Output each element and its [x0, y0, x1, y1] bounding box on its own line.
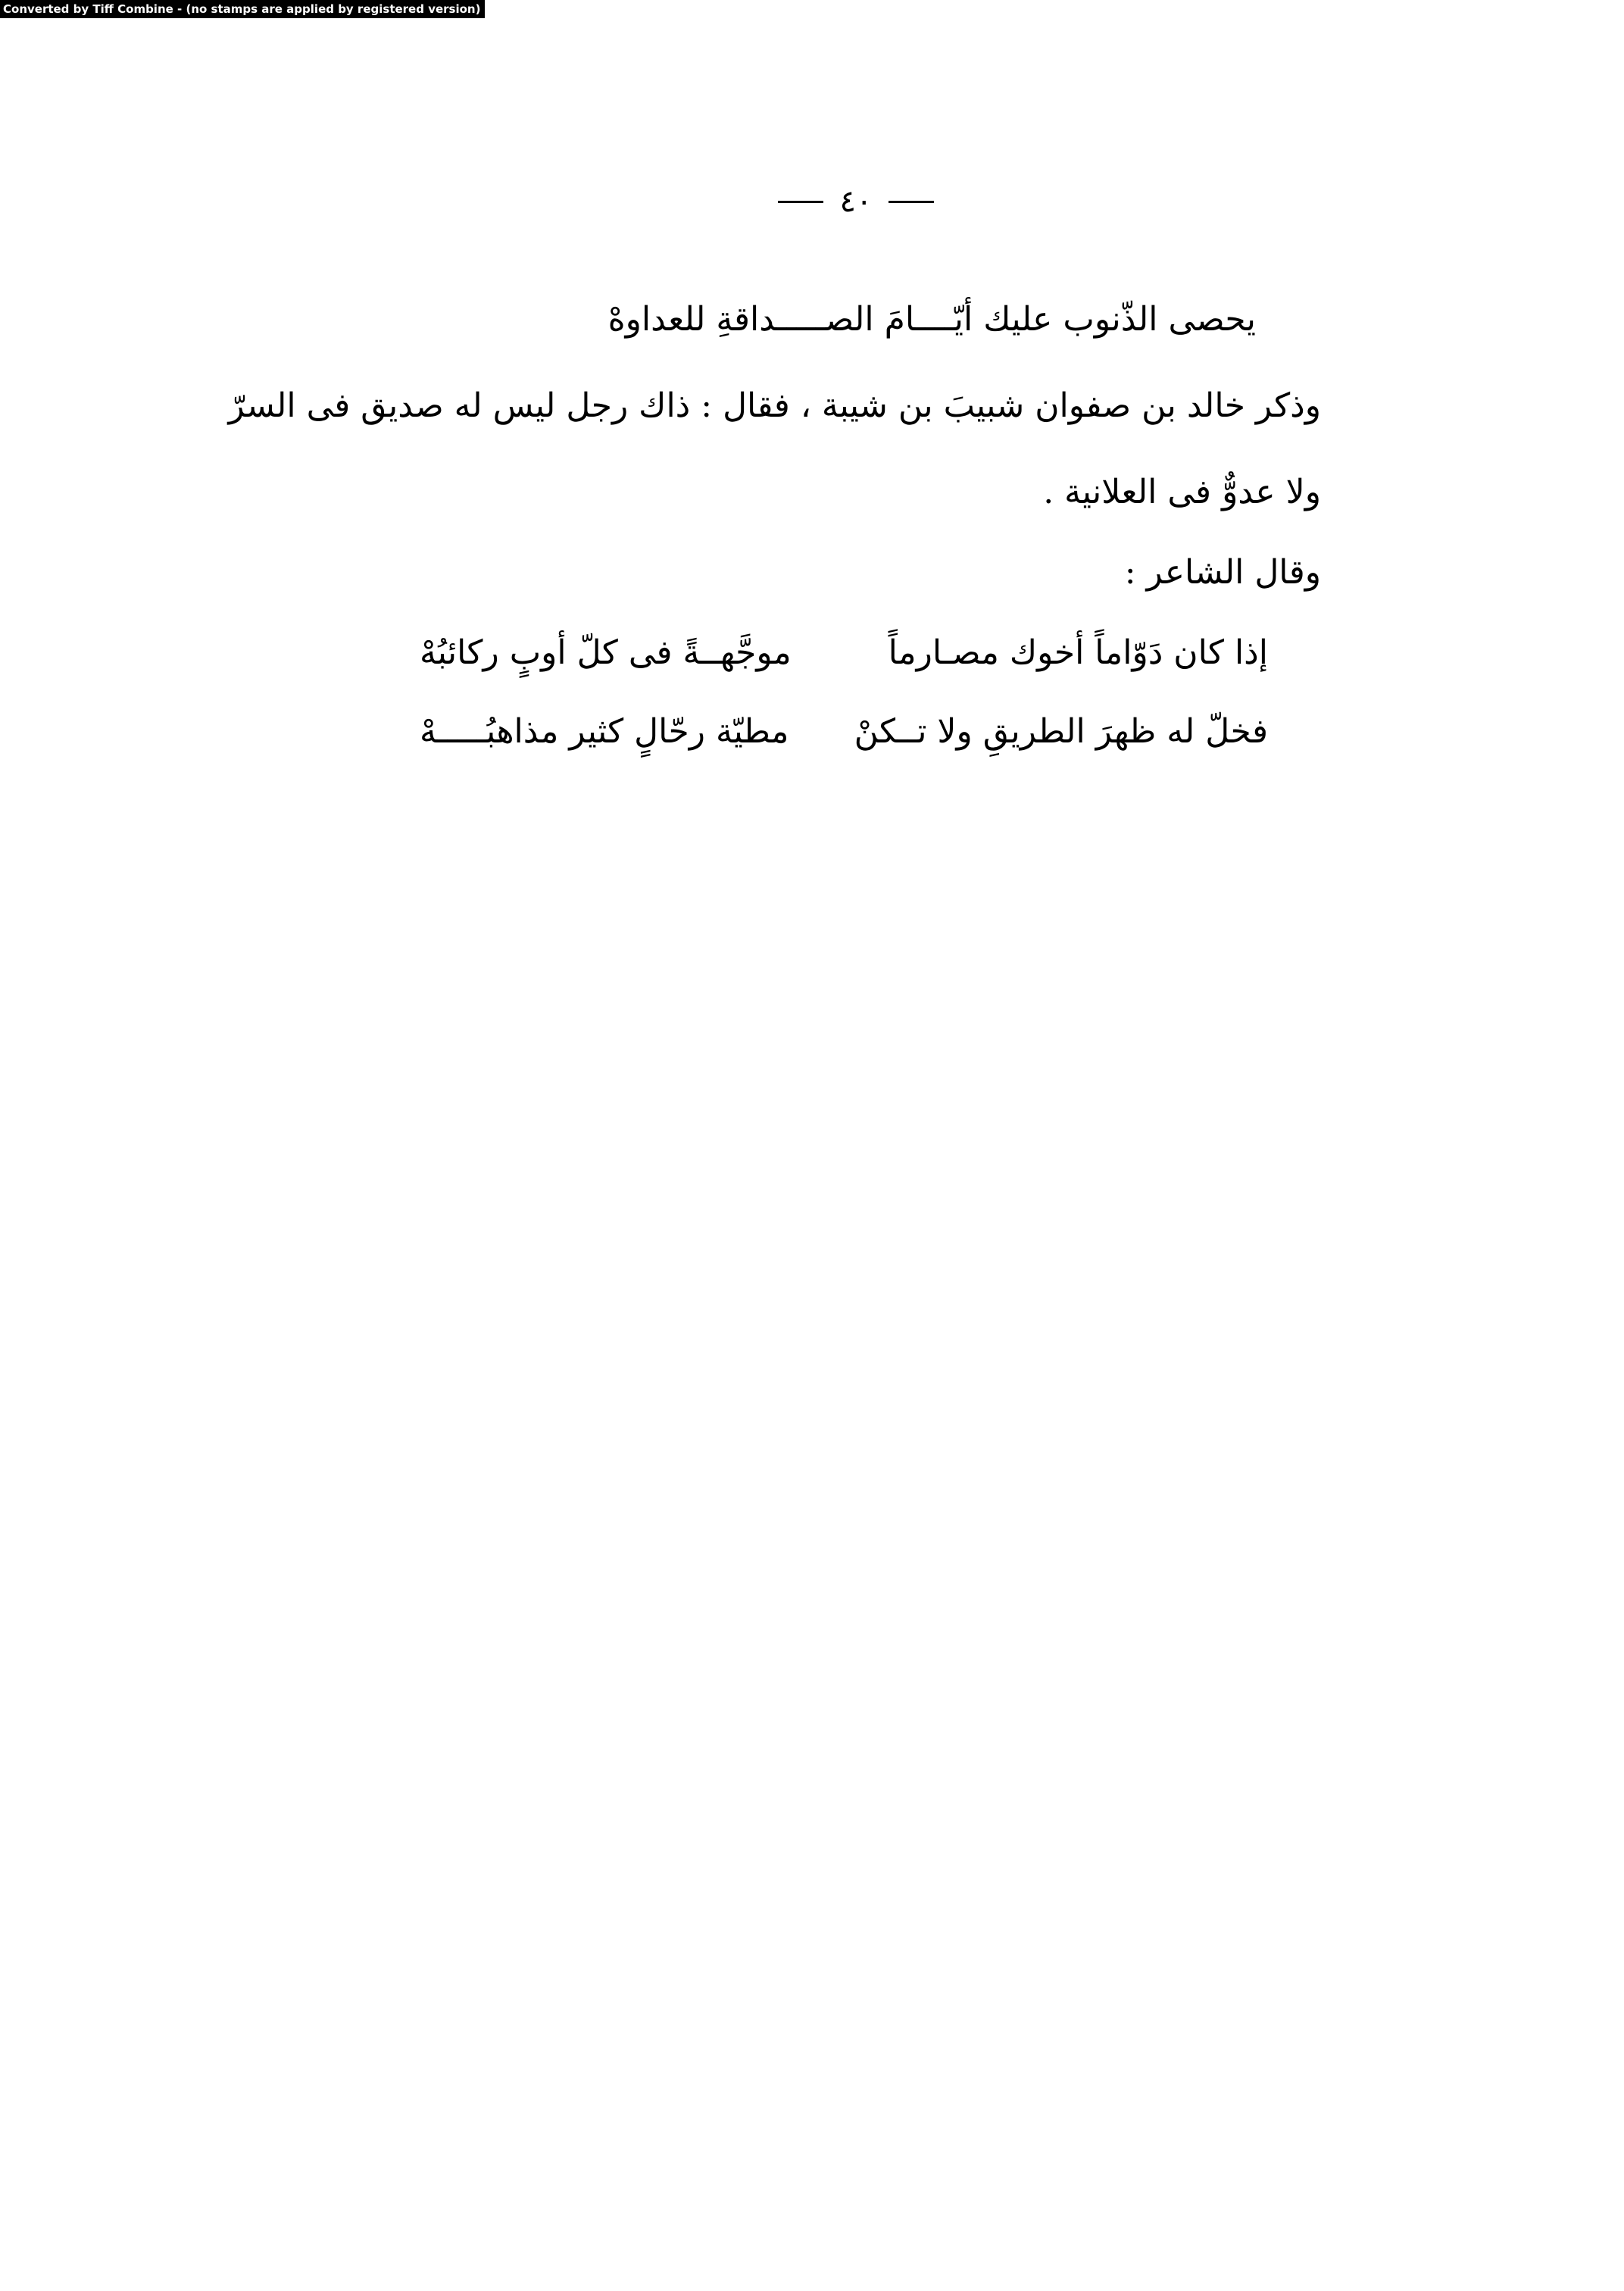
converter-watermark: Converted by Tiff Combine - (no stamps are applied by registered version) — [0, 0, 485, 18]
text-line-3: ولا عدوٌّ فى العلانية . — [1043, 473, 1321, 511]
verse-2-second-hemistich: مطيّة رحّالٍ كثير مذاهبُـــــهْ — [420, 712, 789, 751]
text-line-2: وذكر خالد بن صفوان شبيبَ بن شيبة ، فقال : ذاك رجل ليس له صديق فى السرّ — [228, 386, 1321, 425]
verse-line-2 — [420, 702, 1268, 762]
left-dash — [778, 201, 823, 203]
text-line-1: يحصى الذّنوب عليك أيّــــامَ الصـــــداقةِ للعداوهْ — [607, 300, 1256, 339]
right-dash — [889, 201, 934, 203]
verse-2-first-hemistich: فخلّ له ظهرَ الطريقِ ولا تــكنْ — [854, 712, 1268, 751]
verse-1-second-hemistich: موجَّهــةً فى كلّ أوبٍ ركائبُهْ — [420, 633, 792, 672]
page-number: ٤٠ — [839, 184, 873, 219]
verse-1-first-hemistich: إذا كان دَوّاماً أخوك مصـارماً — [888, 633, 1268, 672]
text-line-4: وقال الشاعر : — [1124, 553, 1321, 592]
page-number-header — [773, 179, 939, 224]
verse-line-1 — [420, 623, 1268, 683]
